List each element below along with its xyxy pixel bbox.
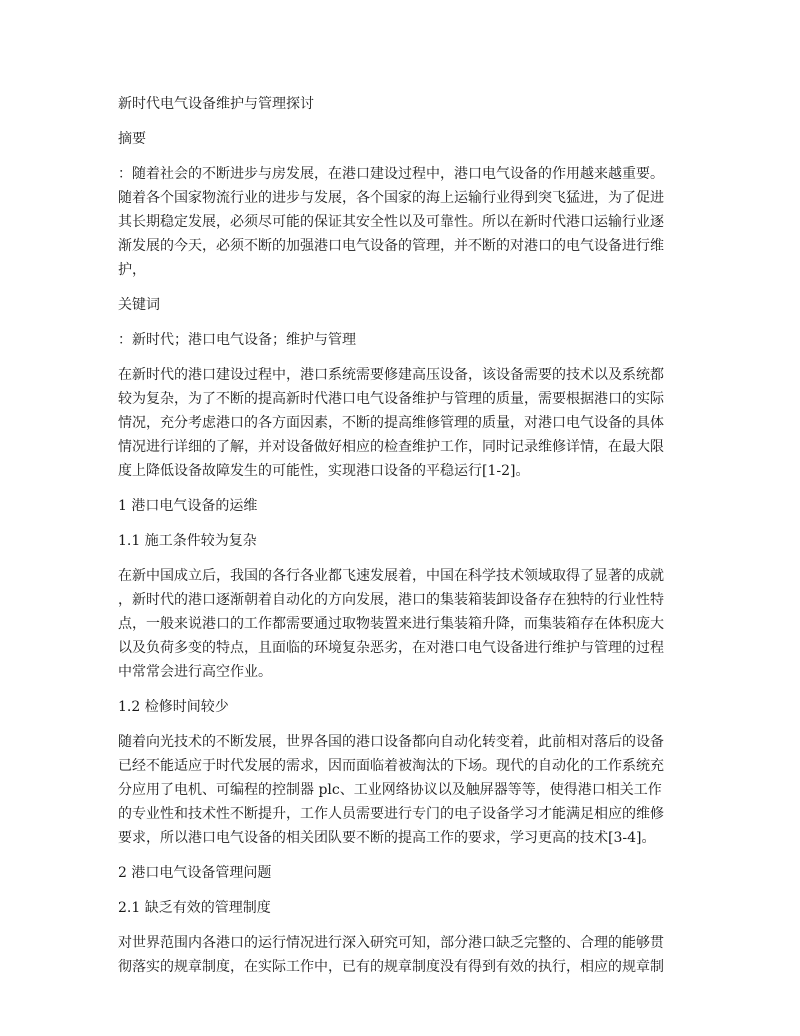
section-1-1-line: 中常常会进行高空作业。 xyxy=(118,664,272,680)
section-1-2-line: 已经不能适应于时代发展的需求，因而面临着被淘汰的下场。现代的自动化的工作系统充 xyxy=(118,758,664,774)
abstract-heading: 摘要 xyxy=(118,131,146,147)
section-1-2-heading: 1.2 检修时间较少 xyxy=(118,699,229,715)
section-1-1-line: 在新中国成立后，我国的各行各业都飞速发展着，中国在科学技术领域取得了显著的成就 xyxy=(118,568,664,584)
section-1-1-line: 点，一般来说港口的工作都需要通过取物装置来进行集装箱升降，而集装箱存在体积庞大 xyxy=(118,616,664,632)
section-1-2-paragraph xyxy=(118,730,686,850)
section-1-1-heading: 1.1 施工条件较为复杂 xyxy=(118,533,257,549)
section-1-1-line: 以及负荷多变的特点，且面临的环境复杂恶劣，在对港口电气设备进行维护与管理的过程 xyxy=(118,640,664,656)
keywords-line: ：新时代；港口电气设备；维护与管理 xyxy=(118,332,356,348)
section-1-2-line: 随着向光技术的不断发展，世界各国的港口设备都向自动化转变着，此前相对落后的设备 xyxy=(118,734,664,750)
intro-line: 度上降低设备故障发生的可能性，实现港口设备的平稳运行[1-2]。 xyxy=(118,463,530,479)
section-2-1-paragraph xyxy=(118,931,686,979)
section-2-1-line: 对世界范围内各港口的运行情况进行深入研究可知，部分港口缺乏完整的、合理的能够贯 xyxy=(118,935,664,951)
section-2-1-heading: 2.1 缺乏有效的管理制度 xyxy=(118,900,271,916)
document-title: 新时代电气设备维护与管理探讨 xyxy=(118,96,314,112)
intro-paragraph xyxy=(118,363,686,483)
keywords-heading: 关键词 xyxy=(118,297,160,313)
intro-line: 在新时代的港口建设过程中，港口系统需要修建高压设备，该设备需要的技术以及系统都 xyxy=(118,367,664,383)
intro-line: 情况，充分考虑港口的各方面因素，不断的提高维修管理的质量，对港口电气设备的具体 xyxy=(118,415,664,431)
abstract-line: ：随着社会的不断进步与房发展，在港口建设过程中，港口电气设备的作用越来越重要。 xyxy=(118,166,664,182)
section-1-heading: 1 港口电气设备的运维 xyxy=(118,498,258,514)
section-1-1-line: ，新时代的港口逐渐朝着自动化的方向发展，港口的集装箱装卸设备存在独特的行业性特 xyxy=(118,592,664,608)
document-page xyxy=(118,92,686,990)
abstract-line: 其长期稳定发展，必须尽可能的保证其安全性以及可靠性。所以在新时代港口运输行业逐 xyxy=(118,214,664,230)
section-1-2-line: 要求，所以港口电气设备的相关团队要不断的提高工作的要求，学习更高的技术[3-4]。 xyxy=(118,830,656,846)
section-1-1-paragraph xyxy=(118,564,686,684)
abstract-paragraph xyxy=(118,162,686,282)
section-2-1-line: 彻落实的规章制度，在实际工作中，已有的规章制度没有得到有效的执行，相应的规章制 xyxy=(118,959,664,975)
section-2-heading: 2 港口电气设备管理问题 xyxy=(118,865,272,881)
intro-line: 较为复杂，为了不断的提高新时代港口电气设备维护与管理的质量，需要根据港口的实际 xyxy=(118,391,664,407)
abstract-line: 护， xyxy=(118,262,146,278)
intro-line: 情况进行详细的了解，并对设备做好相应的检查维护工作，同时记录维修详情，在最大限 xyxy=(118,439,664,455)
abstract-line: 渐发展的今天，必须不断的加强港口电气设备的管理，并不断的对港口的电气设备进行维 xyxy=(118,238,664,254)
section-1-2-line: 分应用了电机、可编程的控制器 plc、工业网络协议以及触屏器等等，使得港口相关工作 xyxy=(118,782,662,798)
section-1-2-line: 的专业性和技术性不断提升，工作人员需要进行专门的电子设备学习才能满足相应的维修 xyxy=(118,806,664,822)
abstract-line: 随着各个国家物流行业的进步与发展，各个国家的海上运输行业得到突飞猛进，为了促进 xyxy=(118,190,664,206)
